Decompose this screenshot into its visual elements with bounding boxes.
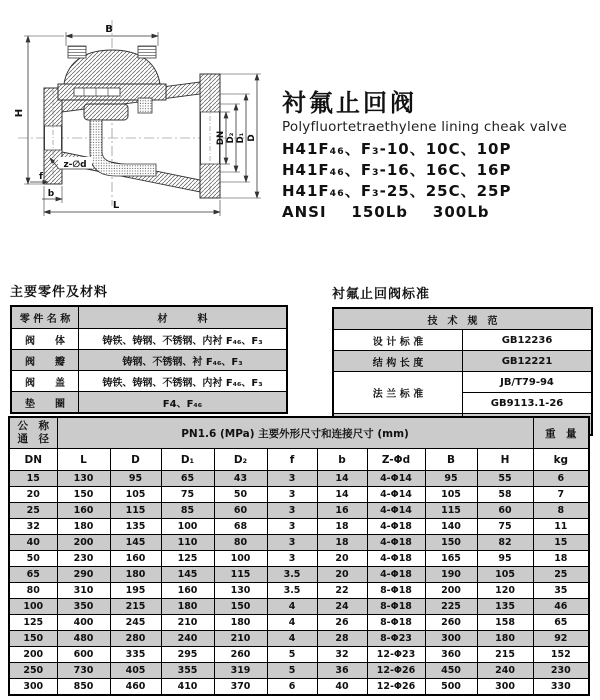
materials-table-title: 主要零件及材料 [10,285,109,300]
dimension-cell: 405 [110,663,161,679]
part-name-cell: 阀 瓣 [11,350,79,371]
dimension-cell: 150 [214,599,267,615]
column-header: L [57,449,110,471]
dimension-cell: 280 [110,631,161,647]
dimension-cell: 500 [425,679,477,696]
model-line: H41F₄₆、F₃-10、10C、10P [282,140,512,158]
dimension-cell: 160 [110,551,161,567]
dimension-cell: 295 [161,647,214,663]
dimensions-table [8,416,590,696]
dimension-cell: 11 [533,519,589,535]
dimension-cell: 100 [161,519,214,535]
materials-table-body [11,329,287,414]
nominal-diameter-line1: 公 称 [17,420,49,432]
dimension-cell: 300 [425,631,477,647]
dimension-cell: 300 [9,679,57,696]
dimension-cell: 58 [477,487,533,503]
dimension-cell: 200 [57,535,110,551]
weight-header: 重 量 [533,417,589,449]
dimension-cell: 210 [214,631,267,647]
dimension-cell: 46 [533,599,589,615]
dimension-cell: 3 [267,535,317,551]
table-row [9,551,589,567]
table-row [9,647,589,663]
model-line: H41F₄₆、F₃-16、16C、16P [282,161,512,179]
material-cell: F4、F₄₆ [79,392,288,414]
dimension-cell: 4-Φ18 [367,519,425,535]
standard-value: GB12236 [463,330,593,351]
dimension-cell: 850 [57,679,110,696]
table-row [9,679,589,696]
dimension-cell: 400 [57,615,110,631]
dimension-cell: 8-Φ23 [367,631,425,647]
dimension-cell: 135 [110,519,161,535]
dimensions-group-header-row [9,417,589,449]
dimension-cell: 18 [317,519,367,535]
dimension-cell: 35 [533,583,589,599]
dimension-cell: 300 [477,679,533,696]
bonnet-stud-left [68,46,86,58]
dimension-cell: 290 [57,567,110,583]
nominal-diameter-header [9,417,57,449]
dimension-cell: 28 [317,631,367,647]
dimension-cell: 15 [9,471,57,487]
dimension-cell: 95 [477,551,533,567]
dimension-cell: 92 [533,631,589,647]
dimension-cell: 15 [533,535,589,551]
dimension-cell: 195 [110,583,161,599]
dimension-cell: 450 [425,663,477,679]
dimension-cell: 125 [161,551,214,567]
table-row [9,535,589,551]
table-row [9,615,589,631]
model-line: H41F₄₆、F₃-25、25C、25P [282,182,512,200]
dimension-cell: 40 [317,679,367,696]
dimension-cell: 180 [477,631,533,647]
standards-section [332,283,593,436]
dimension-cell: 50 [9,551,57,567]
dimension-cell: 75 [477,519,533,535]
dimension-cell: 130 [214,583,267,599]
dimension-cell: 68 [214,519,267,535]
dimension-cell: 22 [317,583,367,599]
dimension-cell: 80 [9,583,57,599]
dimension-cell: 100 [214,551,267,567]
table-row [333,330,592,351]
dimension-cell: 75 [161,487,214,503]
dimension-cell: 3 [267,487,317,503]
dimension-cell: 145 [161,567,214,583]
dimension-cell: 145 [110,535,161,551]
standard-value: GB12221 [463,351,593,372]
part-name-cell: 阀 体 [11,329,79,350]
dimension-cell: 6 [533,471,589,487]
dimension-cell: 32 [317,647,367,663]
dimension-cell: 60 [477,503,533,519]
dimension-cell: 14 [317,487,367,503]
dimension-cell: 152 [533,647,589,663]
dimension-cell: 180 [214,615,267,631]
tech-spec-header: 技 术 规 范 [333,308,592,330]
dim-label-D: D [247,134,257,142]
dim-label-f: f [39,172,43,182]
dimension-cell: 60 [214,503,267,519]
table-row [333,351,592,372]
dimensions-columns-row [9,449,589,471]
dimension-cell: 360 [425,647,477,663]
material-cell: 铸铁、铸钢、不锈钢、内衬 F₄₆、F₃ [79,371,288,392]
dimension-cell: 3 [267,471,317,487]
dimension-cell: 115 [110,503,161,519]
dimension-cell: 105 [477,567,533,583]
table-row [11,329,287,350]
table-row [9,663,589,679]
page-title: 衬氟止回阀 [282,89,417,117]
dimension-cell: 3.5 [267,567,317,583]
standards-table-title: 衬氟止回阀标准 [332,287,431,302]
table-row [9,487,589,503]
dimension-cell: 355 [161,663,214,679]
dimension-cell: 130 [57,471,110,487]
dimension-cell: 165 [425,551,477,567]
bonnet-gasket-window [74,88,120,96]
standard-value: GB9113.1-26 [463,393,593,414]
dimension-cell: 158 [477,615,533,631]
column-header: D₂ [214,449,267,471]
dimension-cell: 55 [477,471,533,487]
dimension-cell: 200 [425,583,477,599]
column-header: f [267,449,317,471]
dimension-cell: 4-Φ14 [367,487,425,503]
dimension-cell: 65 [161,471,214,487]
column-header: b [317,449,367,471]
dimension-cell: 115 [214,567,267,583]
dimension-cell: 95 [110,471,161,487]
dim-label-H: H [14,108,25,118]
dimension-cell: 20 [9,487,57,503]
standard-label: 检 验 试 验 [333,414,463,436]
dimension-cell: 240 [477,663,533,679]
dimension-cell: 4 [267,599,317,615]
page-subtitle: Polyfluortetraethylene lining cheak valve [282,119,567,135]
dimension-cell: 250 [9,663,57,679]
packing-box [138,98,152,113]
dimension-cell: 135 [477,599,533,615]
table-row [11,371,287,392]
dimensions-section [8,416,588,696]
title-block [282,90,592,221]
dimension-cell: 6 [267,679,317,696]
dimension-cell: 335 [110,647,161,663]
dimension-cell: 180 [57,519,110,535]
dimension-cell: 24 [317,599,367,615]
table-row [9,503,589,519]
dimension-cell: 80 [214,535,267,551]
column-header: D₁ [161,449,214,471]
standard-label: 结 构 长 度 [333,351,463,372]
table-row [11,392,287,414]
dimension-cell: 40 [9,535,57,551]
dimension-cell: 100 [9,599,57,615]
dimension-cell: 4-Φ18 [367,551,425,567]
ptfe-seat-channel [90,120,156,176]
dimension-cell: 180 [110,567,161,583]
dimension-cell: 200 [9,647,57,663]
standard-label: 设 计 标 准 [333,330,463,351]
dimension-cell: 160 [57,503,110,519]
dimension-cell: 110 [161,535,214,551]
dimension-cell: 260 [214,647,267,663]
standards-header-row [333,308,592,330]
dimension-cell: 310 [57,583,110,599]
dimension-cell: 190 [425,567,477,583]
dimension-cell: 210 [161,615,214,631]
dimension-cell: 215 [110,599,161,615]
dimension-cell: 8-Φ18 [367,599,425,615]
dimension-cell: 36 [317,663,367,679]
table-row [9,567,589,583]
ansi-class-line: ANSI 150Lb 300Lb [282,203,490,221]
dimension-cell: 43 [214,471,267,487]
dim-label-zd: z-∅d [63,160,87,170]
dimension-cell: 730 [57,663,110,679]
table-row [9,583,589,599]
dimension-cell: 480 [57,631,110,647]
dimension-cell: 215 [477,647,533,663]
dimension-cell: 8-Φ18 [367,615,425,631]
standard-label: 法 兰 标 准 [333,372,463,414]
dimension-cell: 18 [533,551,589,567]
valve-disc [84,104,128,120]
dimension-cell: 4-Φ14 [367,503,425,519]
dimension-cell: 3.5 [267,583,317,599]
table-row [9,599,589,615]
dimension-cell: 410 [161,679,214,696]
column-header: kg [533,449,589,471]
dimension-cell: 150 [57,487,110,503]
dimension-cell: 12-Φ23 [367,647,425,663]
column-header: B [425,449,477,471]
dimension-cell: 4-Φ18 [367,535,425,551]
column-header: D [110,449,161,471]
dimension-cell: 4-Φ18 [367,567,425,583]
materials-section [10,281,288,414]
dimension-cell: 150 [425,535,477,551]
dimension-cell: 3 [267,519,317,535]
table-row [9,519,589,535]
part-name-header: 零 件 名 称 [11,306,79,329]
material-cell: 铸钢、不锈钢、衬 F₄₆、F₃ [79,350,288,371]
dimension-cell: 4 [267,615,317,631]
dimension-cell: 65 [533,615,589,631]
dimension-cell: 3 [267,503,317,519]
dimension-cell: 20 [317,567,367,583]
dimension-cell: 25 [533,567,589,583]
dimension-cell: 350 [57,599,110,615]
column-header: H [477,449,533,471]
dimension-cell: 240 [161,631,214,647]
dimension-cell: 12-Φ26 [367,679,425,696]
dimension-cell: 25 [9,503,57,519]
valve-drawing [4,6,272,238]
dimension-cell: 150 [9,631,57,647]
dimensions-table-body [9,471,589,696]
dimension-cell: 5 [267,647,317,663]
table-row [11,350,287,371]
dimension-cell: 65 [9,567,57,583]
dimension-cell: 4 [267,631,317,647]
dim-label-b: b [47,189,55,199]
dimension-cell: 32 [9,519,57,535]
column-header: DN [9,449,57,471]
materials-table [10,305,288,414]
dimension-cell: 180 [161,599,214,615]
dimension-cell: 18 [317,535,367,551]
dimension-cell: 245 [110,615,161,631]
material-header: 材 料 [79,306,288,329]
part-name-cell: 垫 圈 [11,392,79,414]
dimension-cell: 5 [267,663,317,679]
main-dimensions-header: PN1.6 (MPa) 主要外形尺寸和连接尺寸 (mm) [57,417,533,449]
column-header: Z-Φd [367,449,425,471]
dim-label-D1: D₁ [236,132,246,144]
dimension-cell: 230 [57,551,110,567]
dimension-cell: 20 [317,551,367,567]
dimension-cell: 85 [161,503,214,519]
material-cell: 铸铁、铸钢、不锈钢、内衬 F₄₆、F₃ [79,329,288,350]
dimension-cell: 319 [214,663,267,679]
dimension-cell: 82 [477,535,533,551]
dimension-cell: 370 [214,679,267,696]
bonnet-stud-right [138,46,156,58]
dimension-cell: 600 [57,647,110,663]
dimension-cell: 12-Φ26 [367,663,425,679]
dimension-cell: 95 [425,471,477,487]
dimension-cell: 3 [267,551,317,567]
dimension-cell: 330 [533,679,589,696]
dimension-cell: 16 [317,503,367,519]
dim-label-D2: D₂ [226,132,236,144]
dimension-cell: 125 [9,615,57,631]
dimension-cell: 115 [425,503,477,519]
dimension-cell: 105 [110,487,161,503]
dimension-cell: 14 [317,471,367,487]
dimension-cell: 4-Φ14 [367,471,425,487]
dimension-cell: 8-Φ18 [367,583,425,599]
table-row [333,372,592,393]
dimension-cell: 460 [110,679,161,696]
standard-value: JB/T79-94 [463,372,593,393]
dimension-cell: 50 [214,487,267,503]
model-list [282,139,592,202]
dim-label-B: B [105,24,113,35]
dimension-cell: 105 [425,487,477,503]
dimension-cell: 120 [477,583,533,599]
dimension-cell: 8 [533,503,589,519]
dimension-cell: 26 [317,615,367,631]
dim-label-L: L [112,200,120,211]
nominal-diameter-line2: 通 径 [17,433,49,445]
standard-value: GB/T13927 [463,414,593,436]
table-row [9,471,589,487]
dim-label-DN: DN [216,130,226,146]
dimension-cell: 230 [533,663,589,679]
dimension-cell: 260 [425,615,477,631]
table-row [9,631,589,647]
materials-header-row [11,306,287,329]
dimension-cell: 140 [425,519,477,535]
dimension-cell: 225 [425,599,477,615]
dimension-cell: 7 [533,487,589,503]
part-name-cell: 阀 盖 [11,371,79,392]
dimension-cell: 160 [161,583,214,599]
